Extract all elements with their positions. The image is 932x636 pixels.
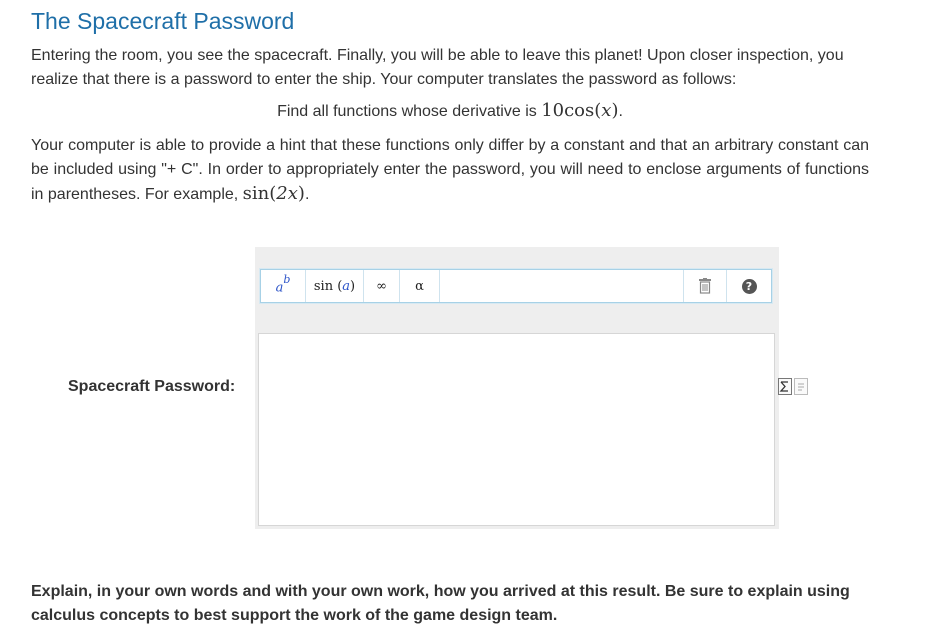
intro-paragraph: Entering the room, you see the spacecraft. Finally, you will be able to leave this planet! Upon closer inspection, you realize that there is a password to enter the ship. Your computer translates the password as follows: xyxy=(31,47,844,88)
plain-text-icon[interactable] xyxy=(794,378,808,395)
page-glyph xyxy=(795,379,807,394)
sin-func: sin xyxy=(313,278,334,294)
power-glyph xyxy=(275,273,291,296)
toolbar-spacer xyxy=(440,270,683,302)
sin-button[interactable]: sin ( a ) xyxy=(306,270,364,302)
task-coef: 10 xyxy=(541,100,565,121)
editor-mode-icons xyxy=(778,378,808,395)
equation-editor-icon[interactable] xyxy=(778,378,792,395)
power-exp: b xyxy=(283,273,291,287)
hint-example-arg: 2x xyxy=(276,183,298,204)
help-icon: ? xyxy=(742,279,757,294)
task-line xyxy=(0,100,900,121)
explain-prompt: Explain, in your own words and with your own work, how you arrived at this result. Be sure to explain using calculus concepts to best support the work of the game design team. xyxy=(31,583,850,624)
editor-toolbar xyxy=(260,269,772,303)
answer-label: Spacecraft Password: xyxy=(68,378,236,395)
task-prefix: Find all functions whose derivative is xyxy=(277,103,542,120)
help-button[interactable] xyxy=(727,270,771,302)
hint-suffix: . xyxy=(304,186,310,203)
hint-paragraph xyxy=(31,134,869,207)
hint-example-func: sin xyxy=(242,183,270,204)
answer-input[interactable] xyxy=(258,333,775,526)
sigma-glyph xyxy=(779,379,791,394)
power-button[interactable] xyxy=(261,270,306,302)
alpha-button[interactable]: α xyxy=(400,270,440,302)
sin-arg: a xyxy=(342,278,351,294)
power-base: a xyxy=(275,280,284,296)
math-editor xyxy=(255,247,779,529)
infinity-button[interactable]: ∞ xyxy=(364,270,400,302)
task-formula: 10cos(x) xyxy=(541,100,619,121)
clear-button[interactable] xyxy=(683,270,727,302)
task-suffix: . xyxy=(618,103,623,120)
task-arg: x xyxy=(601,100,612,121)
task-func: cos xyxy=(564,100,595,121)
hint-example: sin(2x) xyxy=(242,183,305,204)
page-title: The Spacecraft Password xyxy=(31,8,295,34)
trash-icon xyxy=(698,278,712,294)
hint-text: Your computer is able to provide a hint that these functions only differ by a constant and that an arbitrary constant can be included using "+ C". In order to appropriately enter the password, you will need to enclose arguments of functions in parentheses. For example, xyxy=(31,137,869,203)
